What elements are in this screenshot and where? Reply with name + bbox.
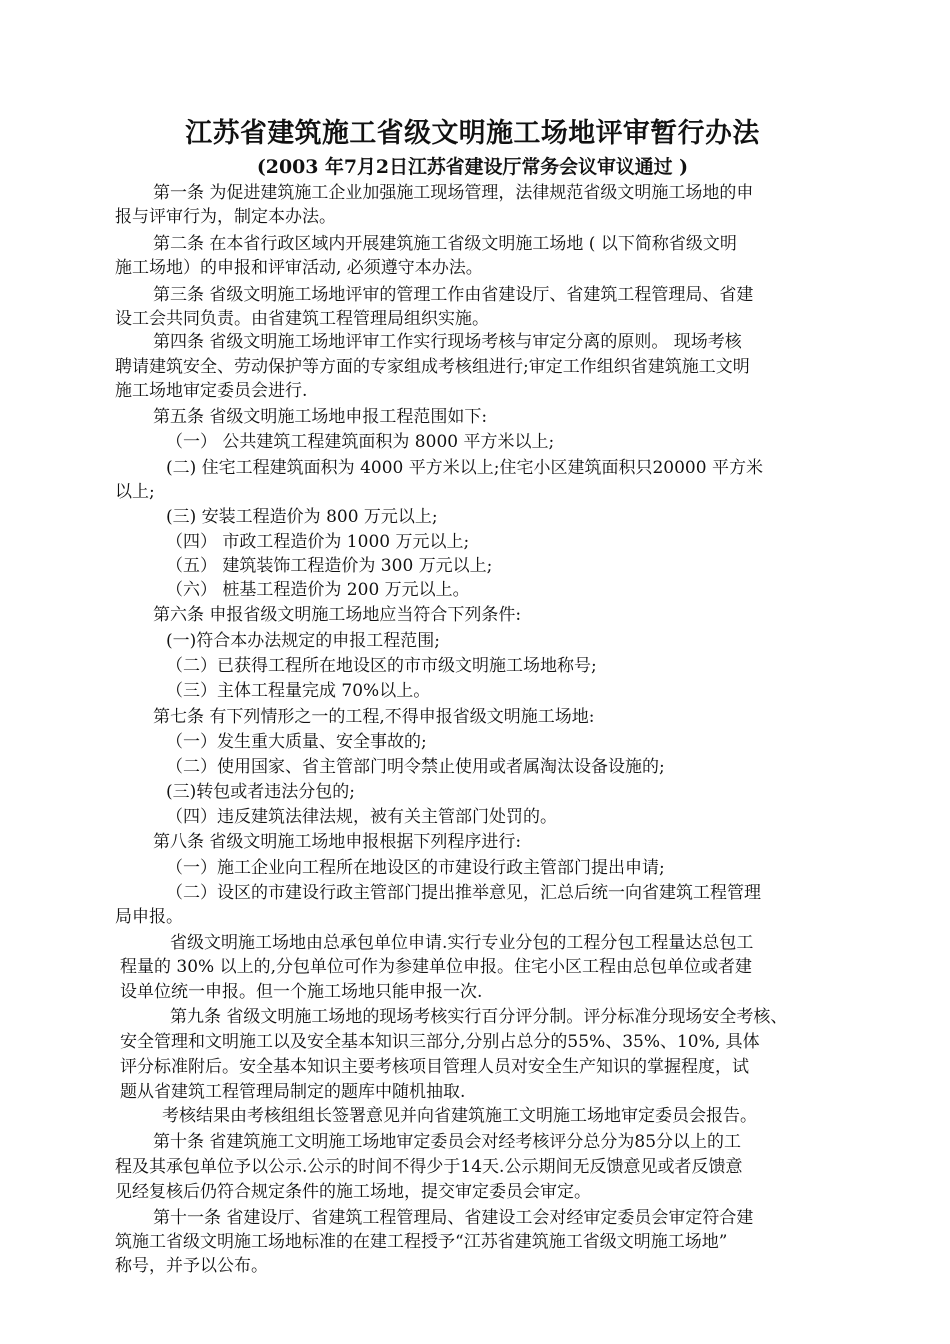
text-line: 局申报。 (115, 907, 183, 927)
text-line: 以上; (115, 482, 155, 502)
text-line: 评分标准附后。安全基本知识主要考核项目管理人员对安全生产知识的掌握程度，试 (120, 1057, 749, 1077)
text-line: 报与评审行为，制定本办法。 (115, 207, 336, 227)
text-line: 省级文明施工场地由总承包单位申请.实行专业分包的工程分包工程量达总包工 (170, 933, 754, 953)
text-line: 考核结果由考核组组长签署意见并向省建筑施工文明施工场地审定委员会报告。 (162, 1106, 757, 1126)
text-line: 设单位统一申报。但一个施工场地只能申报一次. (120, 982, 483, 1002)
text-line: 第十一条 省建设厅、省建筑工程管理局、省建设工会对经审定委员会审定符合建 (153, 1208, 754, 1228)
text-line: 程量的 30% 以上的,分包单位可作为参建单位申报。住宅小区工程由总包单位或者建 (120, 957, 752, 977)
text-line: 施工场地审定委员会进行. (115, 381, 308, 401)
text-line: （五） 建筑装饰工程造价为 300 万元以上; (166, 556, 493, 576)
text-line: 第八条 省级文明施工场地申报根据下列程序进行: (153, 832, 522, 852)
document-title: 江苏省建筑施工省级文明施工场地评审暂行办法 (185, 118, 760, 149)
text-line: （一）发生重大质量、安全事故的; (166, 732, 427, 752)
text-line: 第二条 在本省行政区域内开展建筑施工省级文明施工场地 ( 以下简称省级文明 (153, 234, 737, 254)
text-line: 筑施工省级文明施工场地标准的在建工程授予“江苏省建筑施工省级文明施工场地” (115, 1232, 728, 1252)
text-line: 第七条 有下列情形之一的工程,不得申报省级文明施工场地: (153, 707, 595, 727)
text-line: 题从省建筑工程管理局制定的题库中随机抽取. (120, 1082, 466, 1102)
document-subtitle: (2003 年7月2日江苏省建设厅常务会议审议通过 ) (256, 156, 689, 178)
text-line: （一） 公共建筑工程建筑面积为 8000 平方米以上; (166, 432, 555, 452)
text-line: （二）已获得工程所在地设区的市市级文明施工场地称号; (166, 656, 597, 676)
text-line: 安全管理和文明施工以及安全基本知识三部分,分别占总分的55%、35%、10%, 具体 (120, 1032, 760, 1052)
text-line: （三）主体工程量完成 70%以上。 (166, 681, 431, 701)
text-line: （四） 市政工程造价为 1000 万元以上; (166, 532, 470, 552)
text-line: （一）施工企业向工程所在地设区的市建设行政主管部门提出申请; (166, 858, 665, 878)
text-line: 程及其承包单位予以公示.公示的时间不得少于14天.公示期间无反馈意见或者反馈意 (115, 1157, 743, 1177)
text-line: 施工场地）的申报和评审活动, 必须遵守本办法。 (115, 258, 483, 278)
text-line: 聘请建筑安全、劳动保护等方面的专家组成考核组进行;审定工作组织省建筑施工文明 (115, 357, 750, 377)
text-line: 称号，并予以公布。 (115, 1256, 268, 1276)
text-line: (三) 安装工程造价为 800 万元以上; (166, 507, 438, 527)
text-line: （二）使用国家、省主管部门明令禁止使用或者属淘汰设备设施的; (166, 757, 665, 777)
text-line: （六） 桩基工程造价为 200 万元以上。 (166, 580, 470, 600)
text-line: 第四条 省级文明施工场地评审工作实行现场考核与审定分离的原则。 现场考核 (153, 332, 742, 352)
text-line: 第三条 省级文明施工场地评审的管理工作由省建设厅、省建筑工程管理局、省建 (153, 285, 754, 305)
text-line: 第五条 省级文明施工场地申报工程范围如下: (153, 407, 488, 427)
text-line: 见经复核后仍符合规定条件的施工场地，提交审定委员会审定。 (115, 1182, 591, 1202)
text-line: 第一条 为促进建筑施工企业加强施工现场管理，法律规范省级文明施工场地的申 (153, 183, 754, 203)
text-line: 第九条 省级文明施工场地的现场考核实行百分评分制。评分标准分现场安全考核、 (170, 1007, 788, 1027)
text-line: (三)转包或者违法分包的; (166, 782, 355, 802)
text-line: 设工会共同负责。由省建筑工程管理局组织实施。 (115, 309, 489, 329)
text-line: （二）设区的市建设行政主管部门提出推举意见，汇总后统一向省建筑工程管理 (166, 883, 761, 903)
text-line: (二) 住宅工程建筑面积为 4000 平方米以上;住宅小区建筑面积只20000 平方米 (166, 458, 763, 478)
text-line: (一)符合本办法规定的申报工程范围; (166, 631, 440, 651)
text-line: （四）违反建筑法律法规，被有关主管部门处罚的。 (166, 807, 557, 827)
text-line: 第六条 申报省级文明施工场地应当符合下列条件: (153, 605, 522, 625)
text-line: 第十条 省建筑施工文明施工场地审定委员会对经考核评分总分为85分以上的工 (153, 1132, 742, 1152)
